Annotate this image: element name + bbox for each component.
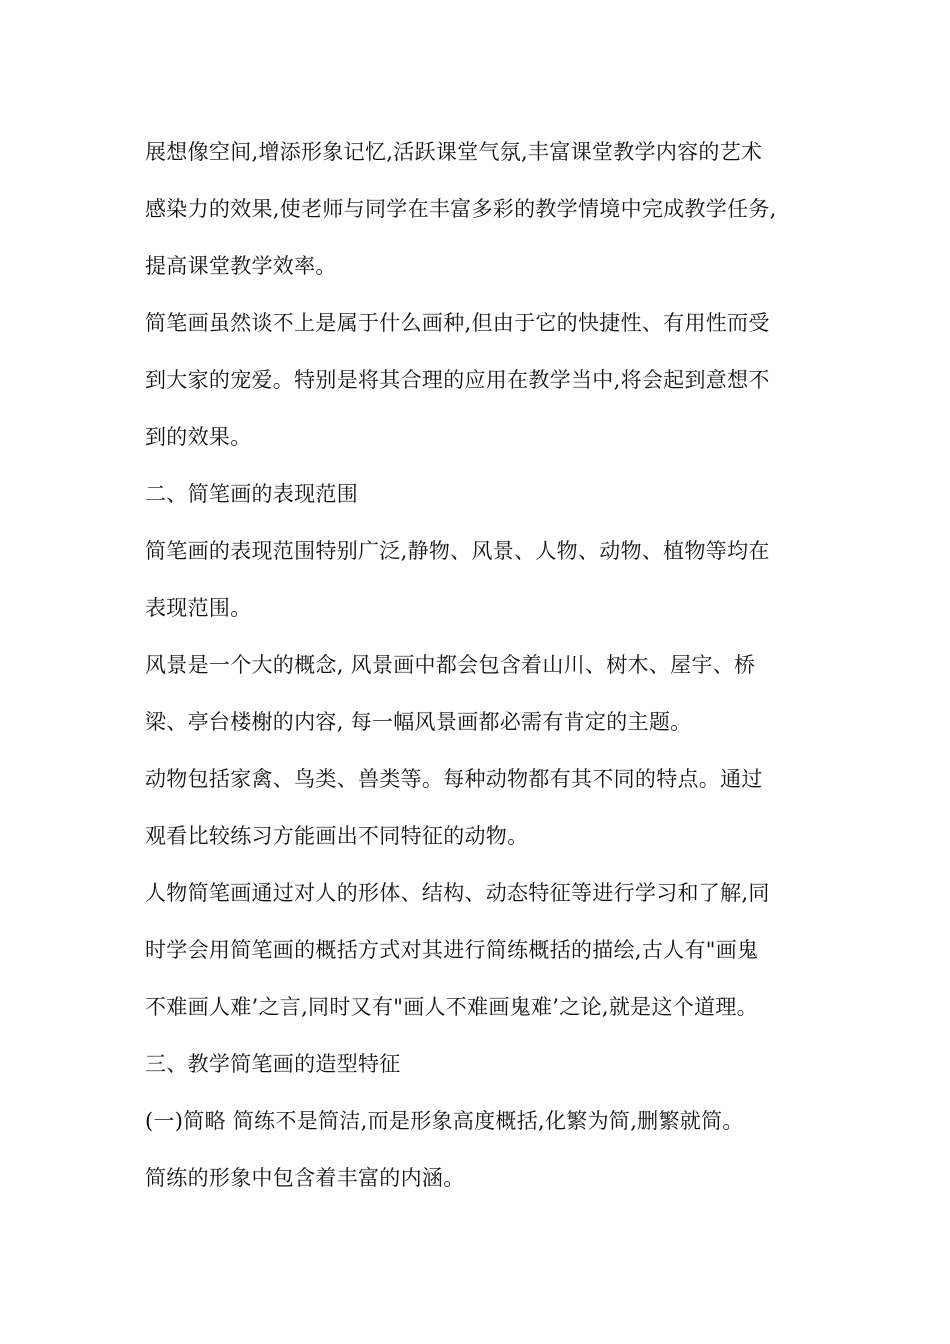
text-line: 梁、亭台楼榭的内容, 每一幅风景画都必需有肯定的主题。 — [145, 710, 692, 734]
paragraph-figures — [145, 871, 813, 1042]
text-line: 人物简笔画通过对人的形体、结构、动态特征等进行学习和了解,同 — [145, 881, 770, 905]
section-heading: 二、简笔画的表现范围 — [145, 482, 358, 506]
text-line: 不难画人难’之言,同时又有"画人不难画鬼难’之论,就是这个道理。 — [145, 995, 758, 1019]
section-heading: 三、教学简笔画的造型特征 — [145, 1052, 401, 1076]
text-line: 简笔画的表现范围特别广泛,静物、风景、人物、动物、植物等均在 — [145, 539, 770, 563]
text-line: (一)简略 简练不是简洁,而是形象高度概括,化繁为简,删繁就简。 — [145, 1109, 744, 1133]
text-line: 到大家的宠爱。特别是将其合理的应用在教学当中,将会起到意想不 — [145, 368, 770, 392]
section-heading-3 — [145, 1042, 813, 1099]
text-line: 提高课堂教学效率。 — [145, 254, 337, 278]
section-heading-2 — [145, 472, 813, 529]
text-line: 动物包括家禽、鸟类、兽类等。每种动物都有其不同的特点。通过 — [145, 767, 763, 791]
paragraph-landscape — [145, 643, 813, 757]
paragraph-teaching-effect — [145, 130, 813, 301]
paragraph-popularity — [145, 301, 813, 472]
text-line: 观看比较练习方能画出不同特征的动物。 — [145, 824, 529, 848]
paragraph-animals — [145, 757, 813, 871]
text-line: 简笔画虽然谈不上是属于什么画种,但由于它的快捷性、有用性而受 — [145, 311, 770, 335]
text-line: 简练的形象中包含着丰富的内涵。 — [145, 1166, 465, 1190]
text-line: 时学会用简笔画的概括方式对其进行简练概括的描绘,古人有"画鬼 — [145, 938, 759, 962]
text-line: 展想像空间,增添形象记忆,活跃课堂气氛,丰富课堂教学内容的艺术 — [145, 140, 763, 164]
text-line: 到的效果。 — [145, 425, 252, 449]
text-line: 表现范围。 — [145, 596, 252, 620]
text-line: 风景是一个大的概念, 风景画中都会包含着山川、树木、屋宇、桥 — [145, 653, 756, 677]
paragraph-simplicity — [145, 1099, 813, 1213]
text-line: 感染力的效果,使老师与同学在丰富多彩的教学情境中完成教学任务, — [145, 197, 777, 221]
document-body — [145, 130, 813, 1213]
paragraph-scope — [145, 529, 813, 643]
